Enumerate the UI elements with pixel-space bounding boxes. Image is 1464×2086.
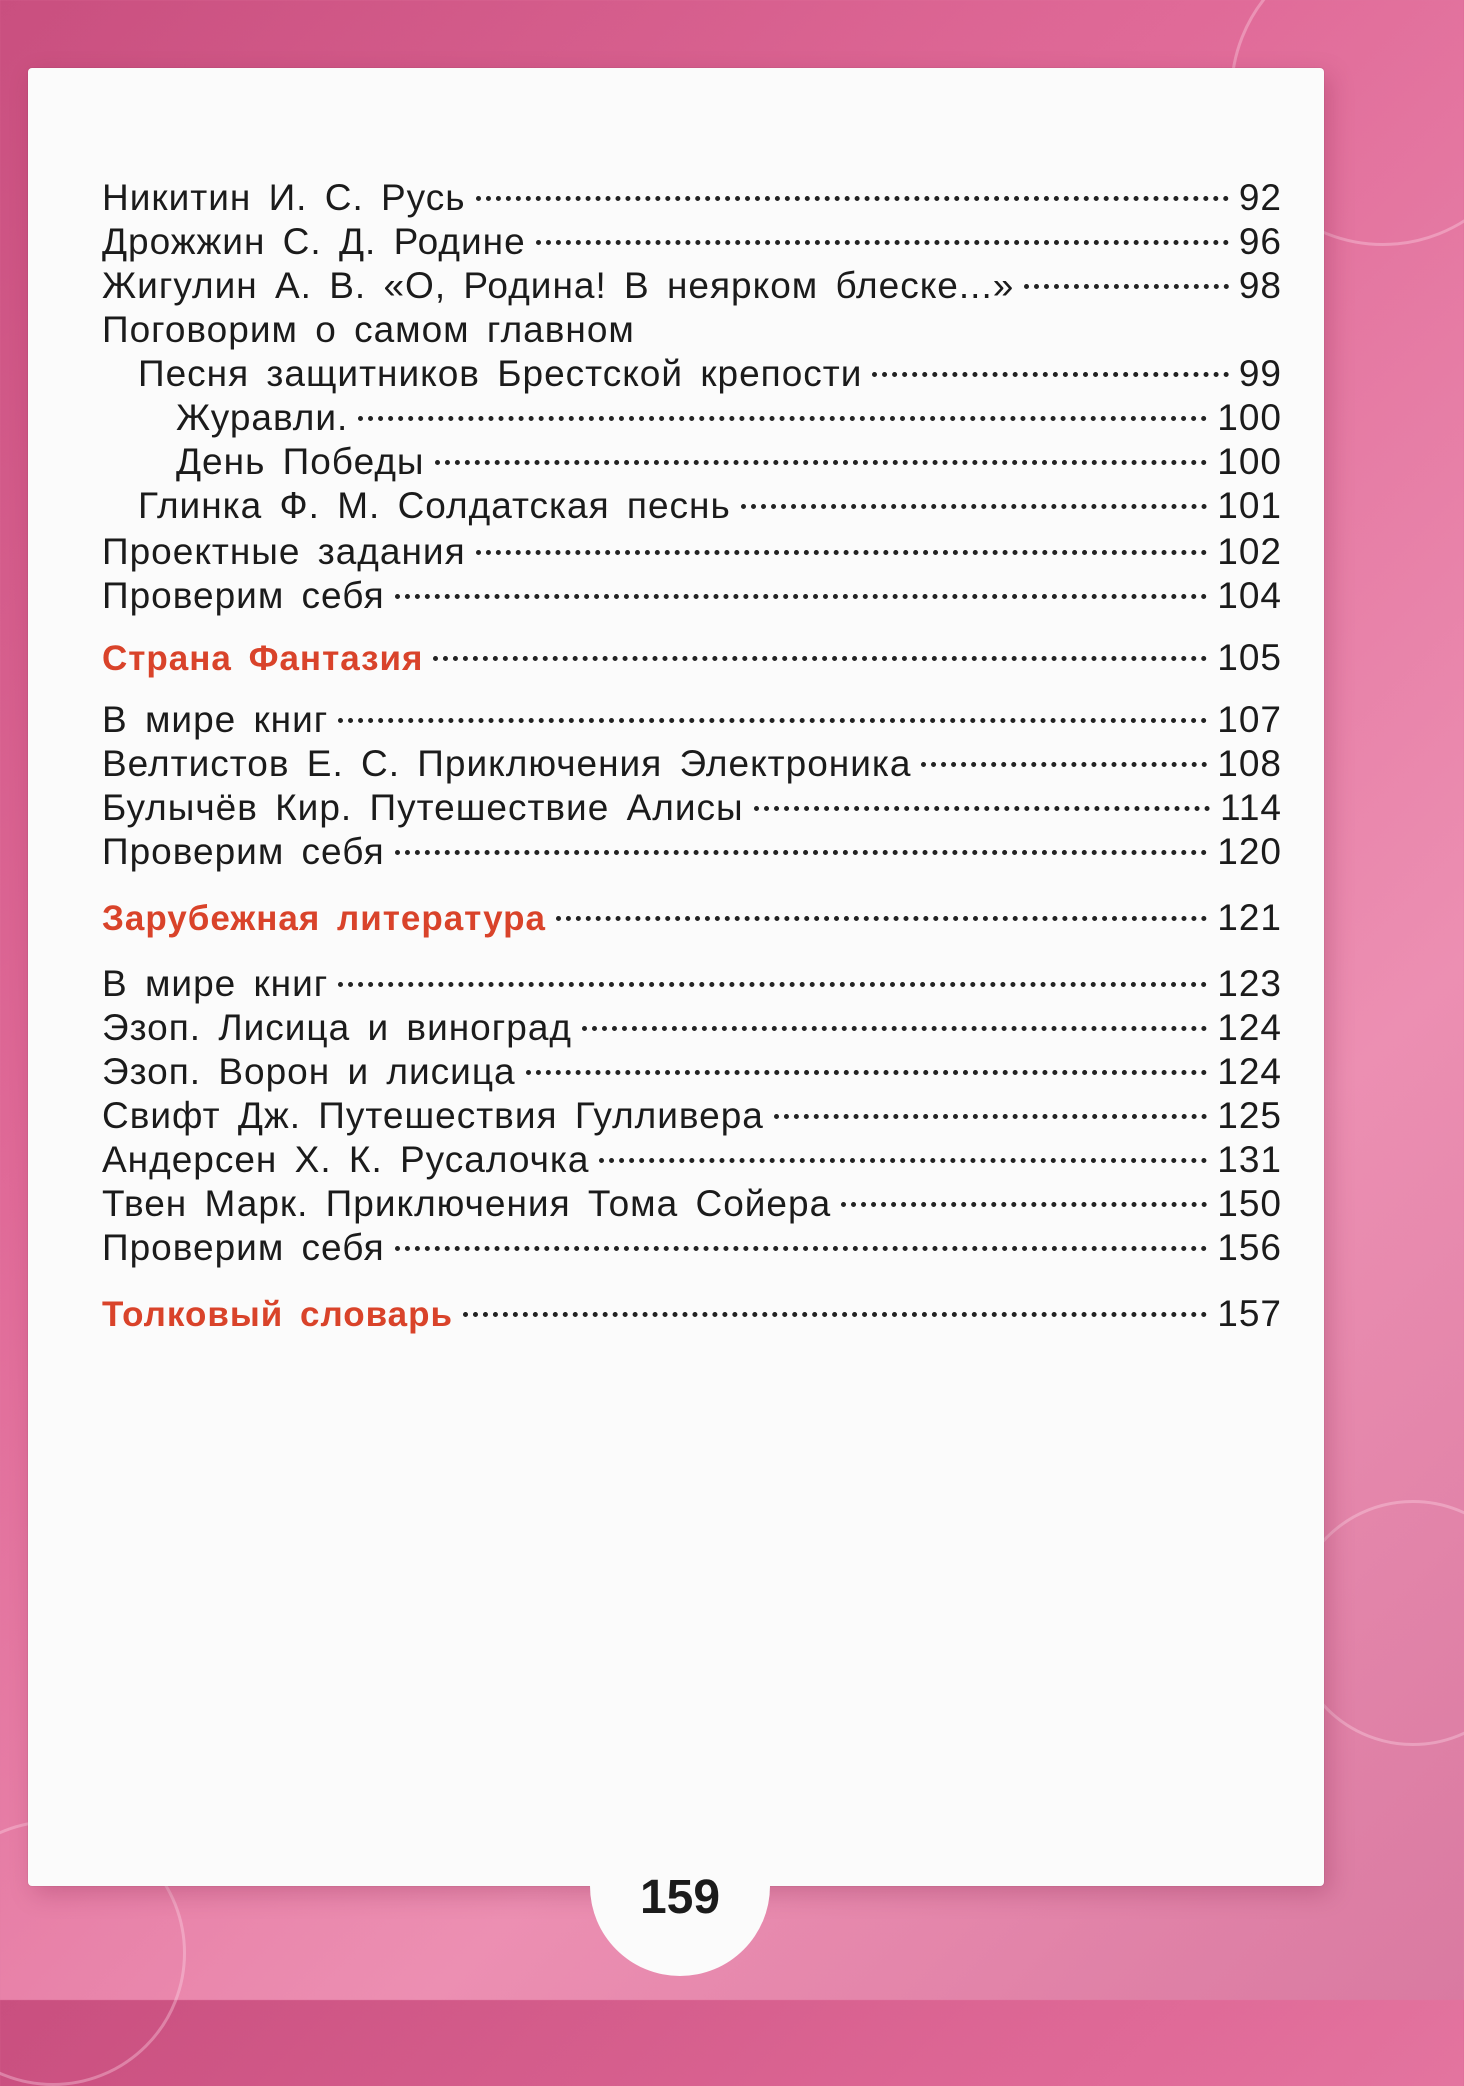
- toc-entry-title: Эзоп. Ворон и лисица: [102, 1051, 516, 1092]
- toc-section-heading: [102, 896, 1282, 940]
- toc-entry: [102, 830, 1282, 874]
- toc-entry: [102, 484, 1282, 528]
- toc-page-number: 121: [1217, 897, 1282, 938]
- toc-entry-title: Жигулин А. В. «О, Родина! В неярком блеске...»: [102, 265, 1015, 306]
- toc-page-number: 108: [1217, 743, 1282, 784]
- toc-entry-title: Проверим себя: [102, 575, 385, 616]
- toc-section-heading: [102, 636, 1282, 680]
- toc-page-number: 96: [1238, 221, 1282, 262]
- toc-entry: [102, 962, 1282, 1006]
- toc-page-number: 100: [1217, 441, 1282, 482]
- toc-entry-title: Толковый словарь: [102, 1295, 454, 1334]
- toc-entry: [102, 1050, 1282, 1094]
- dot-leader: [741, 504, 1208, 509]
- toc-entry-title: Проверим себя: [102, 1227, 385, 1268]
- toc-entry: [102, 574, 1282, 618]
- toc-entry-title: Проверим себя: [102, 831, 385, 872]
- toc-page-number: 101: [1217, 485, 1282, 526]
- toc-page-number: 156: [1217, 1227, 1282, 1268]
- toc-entry: [102, 786, 1282, 830]
- dot-leader: [476, 550, 1208, 555]
- dot-leader: [556, 916, 1207, 921]
- dot-leader: [395, 1246, 1208, 1251]
- toc-section-heading: [102, 1292, 1282, 1336]
- toc-entry-title: Булычёв Кир. Путешествие Алисы: [102, 787, 744, 828]
- toc-page-number: 100: [1217, 397, 1282, 438]
- toc-entry: [102, 1182, 1282, 1226]
- toc-page-number: 102: [1217, 531, 1282, 572]
- toc-entry-title: Андерсен Х. К. Русалочка: [102, 1139, 590, 1180]
- toc-entry: [102, 308, 1282, 352]
- toc-page-number: 123: [1217, 963, 1282, 1004]
- toc-page-number: 125: [1217, 1095, 1282, 1136]
- toc-entry-title: В мире книг: [102, 963, 329, 1004]
- toc-entry-title: Дрожжин С. Д. Родине: [102, 221, 526, 262]
- dot-leader: [395, 850, 1208, 855]
- toc-entry: [102, 440, 1282, 484]
- dot-leader: [841, 1202, 1207, 1207]
- dot-leader: [582, 1026, 1207, 1031]
- toc-entry: [102, 220, 1282, 264]
- toc-entry-title: Журавли.: [176, 397, 349, 438]
- toc-page-number: 105: [1217, 637, 1282, 678]
- toc-page-number: 98: [1238, 265, 1282, 306]
- toc-entry: [102, 530, 1282, 574]
- toc-entry: [102, 176, 1282, 220]
- toc-page-number: 92: [1238, 177, 1282, 218]
- toc-entry-title: Твен Марк. Приключения Тома Сойера: [102, 1183, 832, 1224]
- toc-page-number: 120: [1217, 831, 1282, 872]
- dot-leader: [599, 1158, 1207, 1163]
- dot-leader: [463, 1312, 1207, 1317]
- toc-entry-title: Поговорим о самом главном: [102, 309, 635, 350]
- toc-entry-title: Свифт Дж. Путешествия Гулливера: [102, 1095, 764, 1136]
- dot-leader: [395, 594, 1208, 599]
- dot-leader: [774, 1114, 1207, 1119]
- toc-entry: [102, 698, 1282, 742]
- dot-leader: [536, 240, 1229, 245]
- page-number: 159: [639, 1871, 721, 1924]
- toc-entry: [102, 396, 1282, 440]
- toc-entry: [102, 1226, 1282, 1270]
- dot-leader: [476, 196, 1229, 201]
- dot-leader: [358, 416, 1207, 421]
- toc-entry-title: Глинка Ф. М. Солдатская песнь: [138, 485, 731, 526]
- toc-entry-title: В мире книг: [102, 699, 329, 740]
- toc-page-number: 104: [1217, 575, 1282, 616]
- toc-entry: [102, 1006, 1282, 1050]
- dot-leader: [754, 806, 1210, 811]
- dot-leader: [338, 982, 1207, 987]
- toc-entry: [102, 1094, 1282, 1138]
- dot-leader: [435, 460, 1208, 465]
- toc-entry: [102, 264, 1282, 308]
- toc-page-number: 114: [1220, 787, 1282, 828]
- toc-page-number: 131: [1217, 1139, 1282, 1180]
- dot-leader: [921, 762, 1207, 767]
- toc-page-number: 150: [1217, 1183, 1282, 1224]
- toc-entry: [102, 352, 1282, 396]
- toc-entry-title: Страна Фантазия: [102, 639, 424, 678]
- toc-entry-title: Эзоп. Лисица и виноград: [102, 1007, 573, 1048]
- toc-page-number: 124: [1217, 1051, 1282, 1092]
- toc-entry-title: Зарубежная литература: [102, 899, 547, 938]
- toc-entry-title: Велтистов Е. С. Приключения Электроника: [102, 743, 912, 784]
- toc-page-number: 124: [1217, 1007, 1282, 1048]
- toc-page-number: 107: [1217, 699, 1282, 740]
- dot-leader: [872, 372, 1228, 377]
- toc-entry-title: Никитин И. С. Русь: [102, 177, 466, 218]
- toc-entry-title: Проектные задания: [102, 531, 466, 572]
- book-page: [28, 68, 1324, 1886]
- dot-leader: [433, 656, 1207, 661]
- toc-entry: [102, 1138, 1282, 1182]
- toc-entry-title: День Победы: [176, 441, 425, 482]
- dot-leader: [526, 1070, 1208, 1075]
- dot-leader: [1024, 284, 1229, 289]
- toc-page-number: 99: [1238, 353, 1282, 394]
- page-number-tab: [590, 1856, 770, 1976]
- toc-page-number: 157: [1217, 1293, 1282, 1334]
- dot-leader: [338, 718, 1207, 723]
- toc-entry-title: Песня защитников Брестской крепости: [138, 353, 863, 394]
- toc-entry: [102, 742, 1282, 786]
